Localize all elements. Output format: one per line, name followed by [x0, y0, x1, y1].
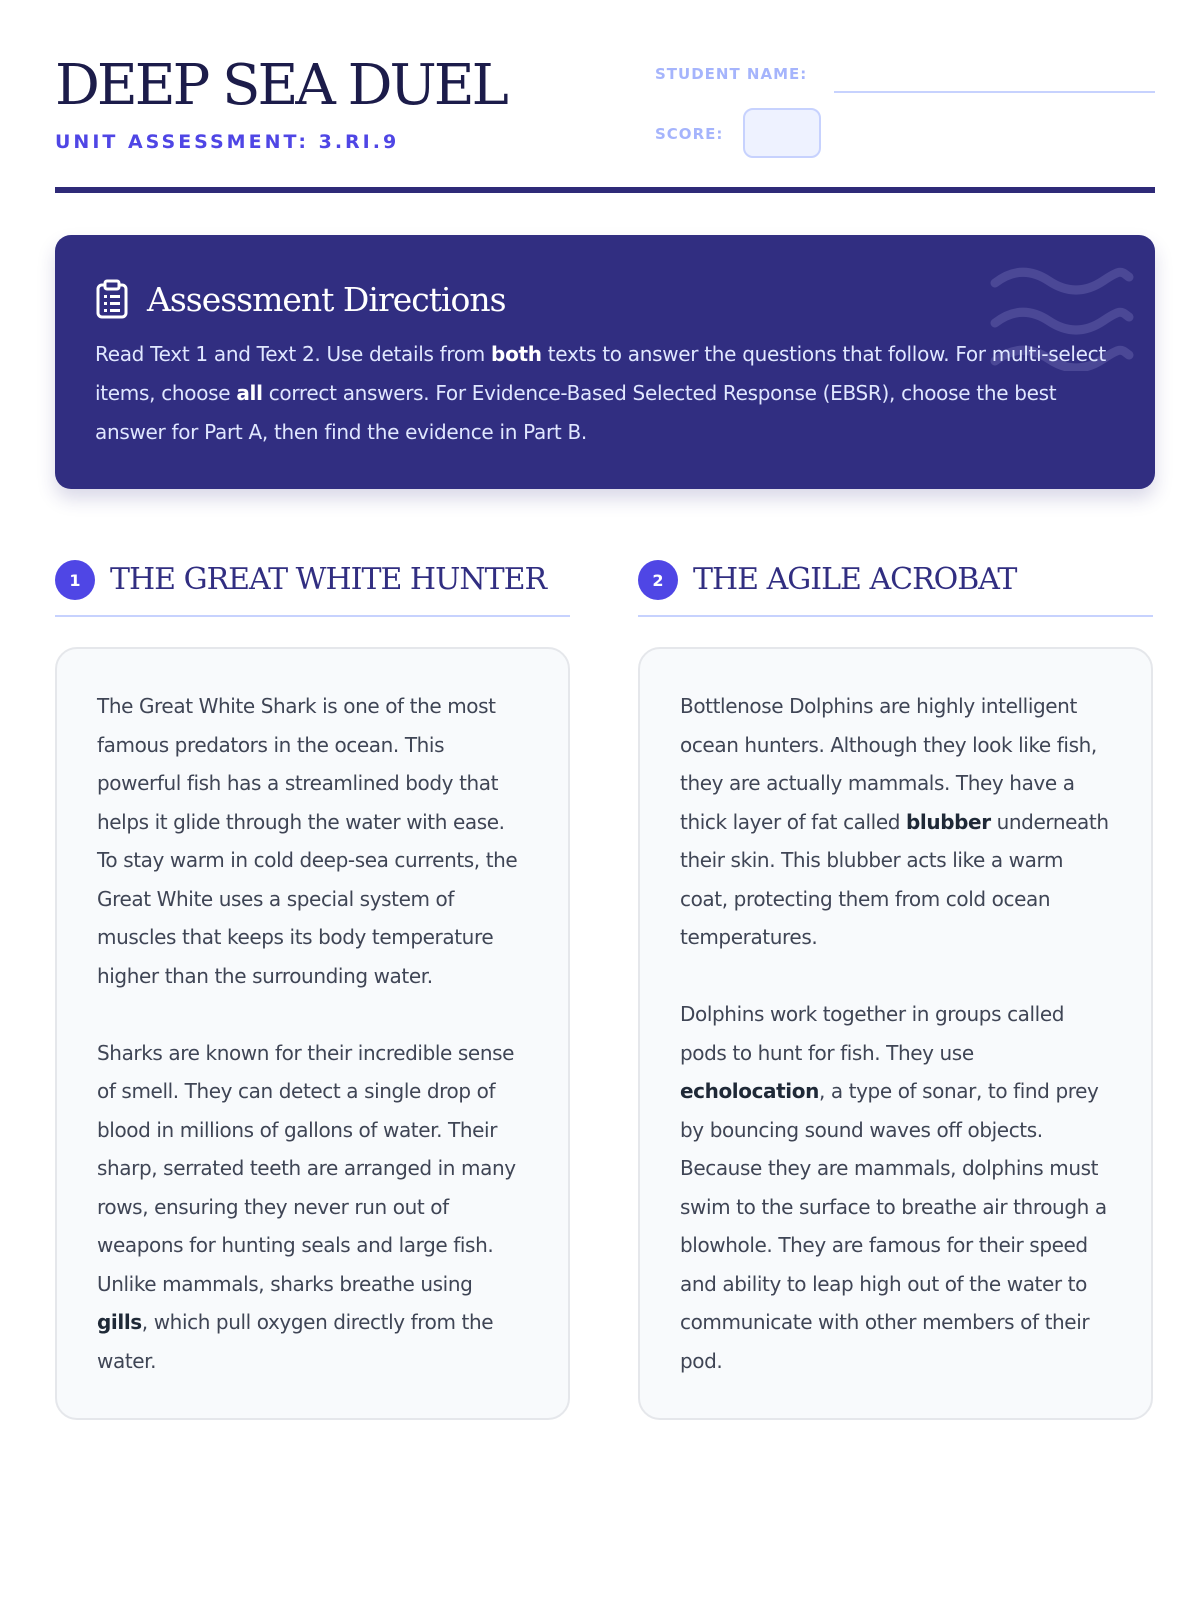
- text-2-paragraph-2: [680, 995, 1111, 1380]
- text-2-header: [638, 560, 1153, 617]
- worksheet-page: [55, 0, 1155, 1600]
- text-2-passage-card: [638, 647, 1153, 1420]
- text-2-number-badge: 2: [638, 560, 678, 600]
- text-1-paragraph-1: The Great White Shark is one of the most famous predators in the ocean. This powerful fish has a streamlined body that helps it glide through the water with ease. To stay warm in cold deep-sea currents, the Great White uses a special system of muscles that keeps its body temperature higher than the surrounding water.: [97, 694, 518, 988]
- directions-text-part: correct answers. For Evidence-Based Selected Response (EBSR), choose the best answer for Part A, then find the evidence in Part B.: [95, 381, 1057, 444]
- directions-panel: [55, 235, 1155, 489]
- text-segment: underneath their skin. This blubber acts like a warm coat, protecting them from cold ocean temperatures.: [680, 809, 1109, 949]
- text-1-passage-card: [55, 647, 570, 1420]
- vocab-term-echolocation: echolocation: [680, 1079, 819, 1103]
- text-segment: , a type of sonar, to find prey by bouncing sound waves off objects. Because they are mammals, dolphins must swim to the surface to breathe air through a blowhole. They are famous for their speed and ability to leap high out of the water to communicate with other members of their pod.: [680, 1079, 1107, 1373]
- text-2-title: THE AGILE ACROBAT: [693, 562, 1017, 597]
- directions-text-part: Read Text 1 and Text 2. Use details from: [95, 342, 492, 366]
- text-2-column: [638, 560, 1153, 1420]
- student-name-label: STUDENT NAME:: [655, 65, 808, 83]
- text-2-paragraph-1: [680, 687, 1111, 957]
- vocab-term-blubber: blubber: [906, 809, 991, 834]
- clipboard-icon: [95, 279, 129, 319]
- text-segment: Sharks are known for their incredible sense of smell. They can detect a single drop of blood in millions of gallons of water. Their sharp, serrated teeth are arranged in many rows, ensuring they never run out of weapons for hunting seals and large fish. Unlike mammals, sharks breathe using: [97, 1040, 516, 1296]
- text-segment: Dolphins work together in groups called pods to hunt for fish. They use: [680, 1002, 1065, 1065]
- header-divider: [55, 187, 1155, 193]
- text-1-column: [55, 560, 570, 1420]
- directions-title: Assessment Directions: [147, 279, 506, 319]
- text-segment: Bottlenose Dolphins are highly intelligent ocean hunters. Although they look like fish, they are actually mammals. They have a thick layer of fat called: [680, 694, 1097, 834]
- text-1-header: [55, 560, 570, 617]
- text-segment: , which pull oxygen directly from the water.: [97, 1310, 494, 1373]
- directions-text: [95, 335, 1115, 452]
- score-label: SCORE:: [655, 125, 724, 143]
- directions-emphasis-both: both: [491, 342, 542, 366]
- score-box[interactable]: [743, 108, 821, 158]
- directions-emphasis-all: all: [236, 381, 263, 405]
- text-1-title: THE GREAT WHITE HUNTER: [110, 562, 547, 597]
- worksheet-header: [55, 0, 1155, 195]
- page-title: DEEP SEA DUEL: [55, 53, 506, 118]
- directions-heading: [95, 277, 1115, 321]
- unit-subtitle: UNIT ASSESSMENT: 3.RI.9: [55, 131, 400, 153]
- student-name-field[interactable]: [834, 91, 1155, 93]
- vocab-term-gills: gills: [97, 1310, 142, 1334]
- text-1-number-badge: 1: [55, 560, 95, 600]
- text-1-paragraph-2: [97, 1034, 528, 1381]
- directions-text-part: texts to answer the questions that follow. For multi-select items, choose: [95, 342, 1106, 405]
